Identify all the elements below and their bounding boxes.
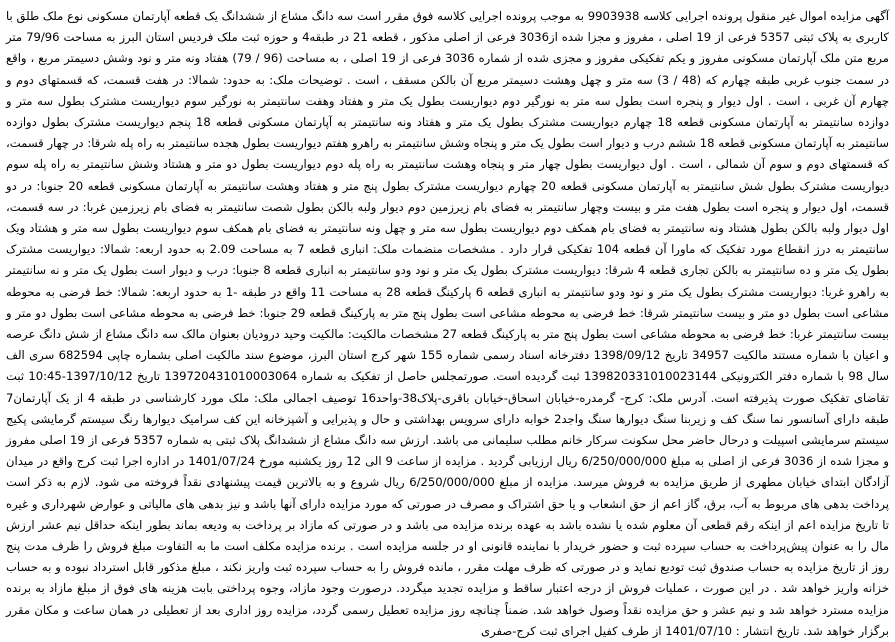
auction-notice-text: آگهی مزایده اموال غیر منقول پرونده اجرایی کلاسه 9903938 به موجب پرونده اجرایی کلاسه فوق مقرر است سه دانگ مشاع از ششدانگ یک قطعه آپارتمان مسکونی نوع ملک طلق با کاربری به پلاک ثبتی 5357 فرعی از 19 اصلی ، مفروز و مجزا شده از3036 فرعی از اصلی مذکور ، قطعه 21 در طبقه4 و حوزه ثبت ملک فردیس استان البرز به مساحت 79/96 متر مربع متن ملک آپارتمان مسکونی مفروز و یکم تفکیکی مفروز و مجزی شده از شماره 3036 فرعی از 19 اصلی ، به مساحت (96 / 79) هفتاد ونه متر و نود وشش دسیمتر مربع ، واقع در سمت جنوب غربی طبقه چهارم که (48 / 3) سه متر و چهل وهشت دسیمتر مربع آن بالکن مسقف ، است . توضیحات ملک: به حدود: شمالا: در هفت قسمت، که قسمتهای دوم و چهارم آن غربی ، است . اول دیوار و پنجره است بطول سه متر به نورگیر دوم دیواریست بطول یک متر و هفتاد وهفت سانتیمتر به نورگیر سوم دیواریست مشترک بطول سه متر و دوازده سانتیمتر به آپارتمان مسکونی قطعه 18 چهارم دیواریست مشترک بطول یک متر و هفتاد ونه سانتیمتر به آپارتمان مسکونی قطعه 18 پنجم دیواریست مشترک بطول دوازده سانتیمتر به آپارتمان مسکونی قطعه 18 ششم درب و دیوار است بطول یک متر و پنجاه وشش سانتیمتر به راهرو هفتم دیواریست بطول هجده سانتیمتر به راه پله شرقا: در چهار قسمت، که قسمتهای دوم و سوم آن شمالی ، است . اول دیواریست بطول چهار متر و پنجاه وهشت سانتیمتر به راه پله دوم دیواریست بطول دو متر و هشتاد وشش سانتیمتر به راه پله سوم دیواریست مشترک بطول شش سانتیمتر به آپارتمان مسکونی قطعه 20 چهارم دیواریست مشترک بطول پنج متر و هفتاد وهشت سانتیمتر به آپارتمان مسکونی قطعه 20 جنوبا: در دو قسمت، اول دیوار و پنجره است بطول هفت متر و بیست وچهار سانتیمتر به فضای بام زیرزمین دوم دیوار ولبه بالکن بطول شصت سانتیمتر به فضای بام زیرزمین غربا: در سه قسمت، اول دیوار ولبه بالکن بطول هشتاد ونه سانتیمتر به فضای بام همکف دوم دیواریست بطول سه متر و چهل ونه سانتیمتر به فضای بام همکف سوم دیواریست بطول سه متر و هشتاد ویک سانتیمتر به درز انقطاع مورد تفکیک که ماورا آن قطعه 104 تفکیکی قرار دارد . مشخصات منضمات ملک: انباری قطعه 7 به مساحت 2.09 به حدود اربعه: شمالا: دیواریست مشترک بطول یک متر و ده سانتیمتر به بالکن تجاری قطعه 4 شرقا: دیواریست مشترک بطول یک متر و نود ودو سانتیمتر به انباری قطعه 8 جنوبا: درب و دیوار است بطول یک متر و نه سانتیمتر به راهرو غربا: دیواریست مشترک بطول یک متر و نود ودو سانتیمتر به انباری قطعه 6 پارکینگ قطعه 28 به مساحت 11 واقع در طبقه -1 به حدود اربعه: شمالا: خط فرضی به محوطه مشاعی است بطول دو متر و بیست سانتیمتر شرقا: خط فرضی به محوطه مشاعی است بطول پنج متر به پارکینگ قطعه 29 جنوبا: خط فرضی به محوطه مشاعی است بطول دو متر و بیست سانتیمتر غربا: خط فرضی به محوطه مشاعی است بطول پنج متر به پارکینگ قطعه 27 مشخصات مالکیت: مالکیت وحید درودیان بعنوان مالک سه دانگ مشاع از شش دانگ عرصه و اعیان با شماره مستند مالکیت 34957 تاریخ 1398/09/12 دفترخانه اسناد رسمی شماره 155 شهر کرج استان البرز، موضوع سند مالکیت اصلی بشماره چاپی 682594 سری الف سال 98 با شماره دفتر الکترونیکی 139820331010023144 ثبت گردیده است. صورتمجلس حاصل از تفکیک به شماره 139720431010003064 تاریخ 1397/10/12-10:45 ثبت تقاضای تفکیک صورت پذیرفته است. آدرس ملک: کرج- گرمدره-خیابان اسحاق-خیابان باقری-پلاک38-واحد16 توصیف اجمالی ملک: ملک مورد کارشناسی در طبقه 4 از یک آپارتمان7 طبقه دارای آسانسور نما سنگ کف و زیربنا سنگ دیوارها سنگ واجد2 خوابه دارای سرویس بهداشتی و حال و پذیرایی و آشپزخانه این کف سرامیک دیوارها رنگ سیستم گرمایشی پکیج سیستم سرمایشی اسپیلت و درحال حاضر محل سکونت سرکار خانم مطلب سلیمانی می باشد. ارزش سه دانگ مشاع از ششدانگ پلاک ثبتی به شماره 5357 فرعی از 19 اصلی مفروز و مجزا شده از 3036 فرعی از اصلی به مبلغ 6/250/000/000 ریال ارزیابی گردید . مزایده از ساعت 9 الی 12 روز یکشنبه مورخ 1401/07/24 در اداره اجرا ثبت کرج واقع در میدان آزادگان ابتدای خیابان مطهری از طریق مزایده به فروش میرسد. مزایده از مبلغ 6/250/000/000 ریال شروع و به بالاترین قیمت پیشنهادی نقداً فروخته می شود. لازم به ذکر است پرداخت بدهی های مربوط به آب، برق، گاز اعم از حق انشعاب و یا حق اشتراک و مصرف در صورتی که مورد مزایده دارای آنها باشد و نیز بدهی های مالیاتی و عوارض شهرداری و غیره تا تاریخ مزایده اعم از اینکه رقم قطعی آن معلوم شده یا نشده باشد به عهده برنده مزایده می باشد و در صورتی که مازاد بر پرداخت به ودیعه بماند بطور اینکه حداقل نیم عشر ارزش مال را به عنوان پیش‌پرداخت به حساب سپرده ثبت و حضور خریدار با نماینده قانونی او در جلسه مزایده است . برنده مزایده مکلف است ما به التفاوت مبلغ فروش را ظرف مدت پنج روز از تاریخ مزایده به حساب صندوق ثبت تودیع نماید و در صورتی که ظرف مهلت مقرر ، مانده فروش را به حساب سپرده ثبت واریز نکند ، مبلغ مذکور قابل استرداد نبوده و به حساب خزانه واریز خواهد شد . در این صورت ، عملیات فروش از درجه اعتبار ساقط و مزایده تجدید میگردد. درصورت وجود مازاد، وجوه پرداختی بابت هزینه های فوق از مبلغ مازاد به برنده مزایده مسترد خواهد شد و نیم عشر و حق مزایده نقداً وصول خواهد شد. ضمناً چنانچه روز مزایده تعطیل رسمی گردد، مزایده روز اداری بعد از تعطیلی در همان ساعت و مکان مقرر برگزار خواهد شد. تاریخ انتشار : 1401/07/10 از طرف کفیل اجرای ثبت کرج-صفری — [6, 9, 890, 638]
